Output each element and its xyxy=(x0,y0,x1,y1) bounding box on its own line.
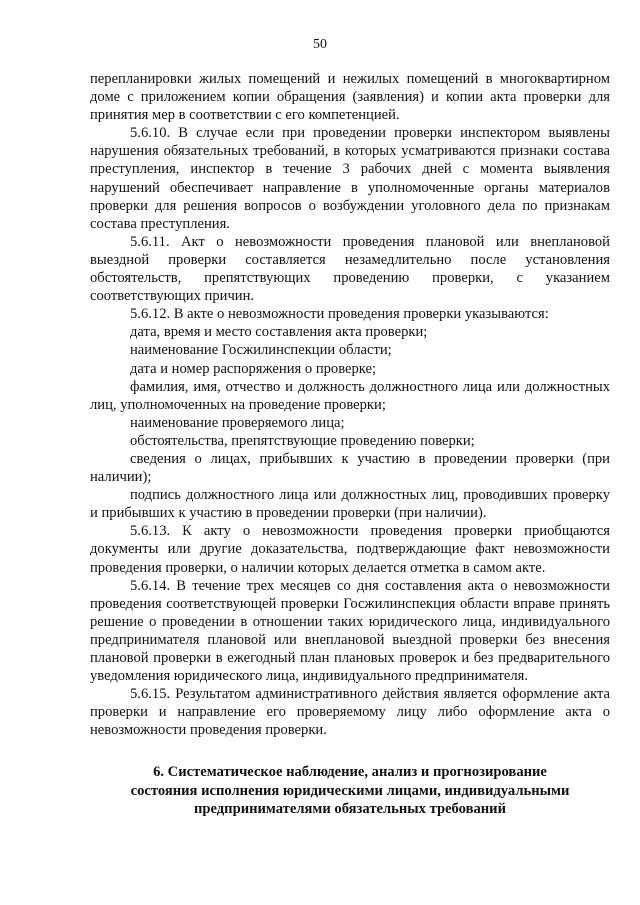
list-item-signature: подпись должностного лица или должностных лиц, проводивших проверку и прибывших к участию в проведении проверки (при наличии). xyxy=(90,487,610,522)
paragraph-5-6-15: 5.6.15. Результатом административного действия является оформление акта проверки и направление его проверяемому лицу либо оформление акта о невозможности проведения проверки. xyxy=(90,686,610,739)
list-item-attendees: сведения о лицах, прибывших к участию в проведении проверки (при наличии); xyxy=(90,450,610,486)
section-heading-line-3: предпринимателями обязательных требований xyxy=(193,800,507,817)
document-body xyxy=(90,70,610,818)
paragraph-5-6-12: 5.6.12. В акте о невозможности проведения проверки указываются: xyxy=(130,306,549,323)
paragraph-continuation: перепланировки жилых помещений и нежилых помещений в многоквартирном доме с приложением копии обращения (заявления) и копии акта проверки для принятия мер в соответствии с его компетенцией. xyxy=(90,71,610,124)
page-number: 50 xyxy=(313,37,327,52)
section-heading-line-1: 6. Систематическое наблюдение, анализ и прогнозирование xyxy=(153,764,547,781)
paragraph-5-6-14: 5.6.14. В течение трех месяцев со дня составления акта о невозможности проведения соответствующей проверки Госжилинспекция области вправе принять решение о проведении в отношении таких юридического лица, индивидуального предпринимателя плановой или внеплановой выездной проверки без внесения плановой проверки в ежегодный план плановых проверок и без предварительного уведомления юридического лица, индивидуального предпринимателя. xyxy=(90,577,610,685)
list-item-obstacles: обстоятельства, препятствующие проведению поверки; xyxy=(130,432,475,449)
list-item-inspection-name: наименование Госжилинспекции области; xyxy=(130,342,392,359)
list-item-date-time-place: дата, время и место составления акта проверки; xyxy=(130,324,428,341)
list-item-official-names: фамилия, имя, отчество и должность должностного лица или должностных лиц, уполномоченных на проведение проверки; xyxy=(90,378,610,413)
paragraph-5-6-10: 5.6.10. В случае если при проведении проверки инспектором выявлены нарушения обязательных требований, в которых усматриваются признаки состава преступления, инспектор в течение 3 рабочих дней с момента выявления нарушений обеспечивает направление в уполномоченные органы материалов проверки для решения вопросов о возбуждении уголовного дела по признакам состава преступления. xyxy=(90,125,610,232)
list-item-order-date-number: дата и номер распоряжения о проверке; xyxy=(130,360,377,377)
paragraph-5-6-11: 5.6.11. Акт о невозможности проведения плановой или внеплановой выездной проверки составляется незамедлительно после установления обстоятельств, препятствующих проведению проверки, с указанием соответствующих причин. xyxy=(90,233,610,305)
section-heading-line-2: состояния исполнения юридическими лицами, индивидуальными xyxy=(130,782,570,799)
section-heading xyxy=(90,763,610,817)
paragraph-5-6-13: 5.6.13. К акту о невозможности проведения проверки приобщаются документы или другие доказательства, подтверждающие факт невозможности проведения проверки, о наличии которых делается отметка в самом акте. xyxy=(90,523,610,576)
list-item-inspected-entity: наименование проверяемого лица; xyxy=(130,414,345,431)
